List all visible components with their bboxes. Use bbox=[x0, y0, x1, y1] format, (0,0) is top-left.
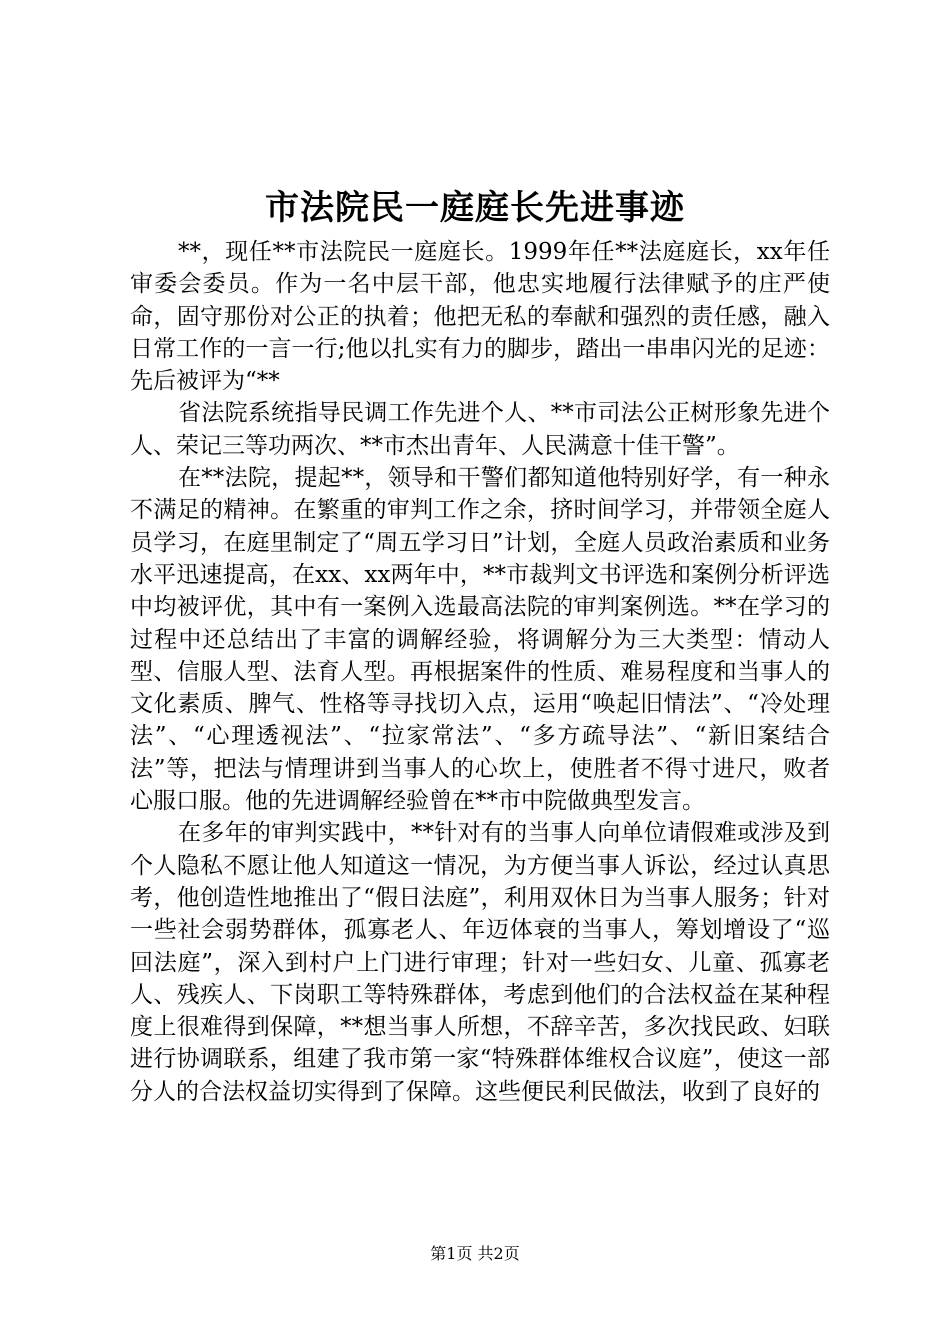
paragraph-4: 在多年的审判实践中，**针对有的当事人向单位请假难或涉及到个人隐私不愿让他人知道这一情况，为方便当事人诉讼，经过认真思考，他创造性地推出了“假日法庭”，利用双休日为当事人服务；针对一些社会弱势群体，孤寡老人、年迈体衰的当事人，筹划增设了“巡回法庭”，深入到村户上门进行审理；针对一些妇女、儿童、孤寡老人、残疾人、下岗职工等特殊群体，考虑到他们的合法权益在某种程度上很难得到保障，**想当事人所想，不辞辛苦，多次找民政、妇联进行协调联系，组建了我市第一家“特殊群体维权合议庭”，使这一部分人的合法权益切实得到了保障。这些便民利民做法，收到了良好的 bbox=[130, 820, 830, 1105]
page-number-footer: 第1页 共2页 bbox=[430, 1244, 520, 1263]
document-title: 市法院民一庭庭长先进事迹 bbox=[265, 188, 685, 228]
paragraph-3: 在**法院，提起**，领导和干警们都知道他特别好学，有一种永不满足的精神。在繁重的审判工作之余，挤时间学习，并带领全庭人员学习，在庭里制定了“周五学习日”计划，全庭人员政治素质和业务水平迅速提高，在xx、xx两年中，**市裁判文书评选和案例分析评选中均被评优，其中有一案例入选最高法院的审判案例选。**在学习的过程中还总结出了丰富的调解经验，将调解分为三大类型：情动人型、信服人型、法育人型。再根据案件的性质、难易程度和当事人的文化素质、脾气、性格等寻找切入点，运用“唤起旧情法”、“冷处理法”、“心理透视法”、“拉家常法”、“多方疏导法”、“新旧案结合法”等，把法与情理讲到当事人的心坎上，使胜者不得寸进尺，败者心服口服。他的先进调解经验曾在**市中院做典型发言。 bbox=[130, 465, 830, 815]
paragraph-2: 省法院系统指导民调工作先进个人、**市司法公正树形象先进个人、荣记三等功两次、**市杰出青年、人民满意十佳干警”。 bbox=[130, 400, 830, 459]
document-body bbox=[130, 236, 830, 1108]
paragraph-1: **，现任**市法院民一庭庭长。1999年任**法庭庭长，xx年任审委会委员。作为一名中层干部，他忠实地履行法律赋予的庄严使命，固守那份对公正的执着；他把无私的奉献和强烈的责任感，融入日常工作的一言一行;他以扎实有力的脚步，踏出一串串闪光的足迹：先后被评为“** bbox=[130, 239, 830, 395]
